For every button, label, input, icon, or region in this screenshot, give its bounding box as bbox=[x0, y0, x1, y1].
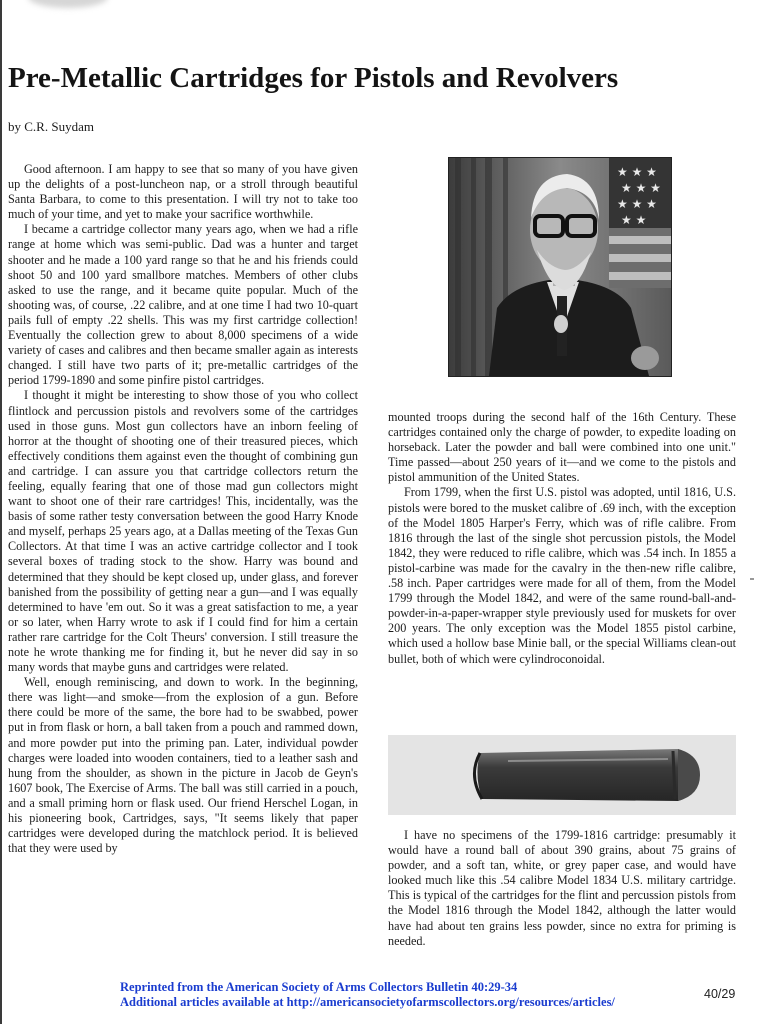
paragraph: Well, enough reminiscing, and down to work. In the beginning, there was light—and smoke—from the explosion of a gun. Before there could be more of the same, the bore had to be swabbed, power put in from flask or horn, a ball taken from a pouch and rammed down, and more powder put into the priming pan. Later, individual powder charges were loaded into wooden containers, tied to a leather sash and hung from the shoulder, as shown in the picture in Jacob de Geyn's 1607 book, The Exercise of Arms. The ball was still carried in a pouch, and a small priming horn or flask used. Our friend Herschel Logan, in his pioneering book, Cartridges, says, "It seems likely that paper cartridges were developed during the matchlock period. It is believed that they were used by bbox=[8, 675, 358, 856]
svg-text:★ ★ ★: ★ ★ ★ bbox=[617, 197, 657, 211]
right-column-continued bbox=[388, 828, 736, 949]
cartridge-illustration bbox=[388, 735, 736, 815]
paragraph: I became a cartridge collector many years ago, when we had a rifle range at home which was semi-public. Dad was a hunter and target shooter and he made a 100 yard range so that he and his friends could shoot 50 and 100 yard smallbore matches. Members of other clubs asked to use the range, and it became quite popular. Much of the shooting was, of course, .22 calibre, and at one time I had two 10-quart pails full of empty .22 shells. This was my first cartridge collection! Eventually the collection grew to about 8,000 specimens of a wide variety of cases and calibres and then became smaller again as interests changed. I still have two parts of it; pre-metallic cartridges of the period 1799-1890 and some pinfire pistol cartridges. bbox=[8, 222, 358, 388]
flag-graphic bbox=[609, 158, 671, 288]
footer-reprint-notice bbox=[120, 980, 615, 1010]
speaker-portrait-photo bbox=[448, 157, 672, 377]
paragraph: I have no specimens of the 1799-1816 cartridge: presumably it would have a round ball of about 390 grains, about 75 grains of powder, and a soft tan, white, or grey paper case, and would have looked much like this .54 calibre Model 1834 U.S. military cartridge. This is typical of the cartridges for the flint and percussion pistols from the Model 1816 through the Model 1842, although the latter would have had about ten grains less powder, since no extra for priming is needed. bbox=[388, 828, 736, 948]
paragraph: mounted troops during the second half of the 16th Century. These cartridges contained only the charge of powder, to expedite loading on horseback. Later the powder and ball were combined into one unit." Time passed—about 250 years of it—and we come to the pistols and pistol ammunition of the United States. bbox=[388, 410, 736, 485]
page-number: 40/29 bbox=[704, 987, 736, 1001]
article-title: Pre-Metallic Cartridges for Pistols and Revolvers bbox=[8, 62, 619, 94]
svg-text:★ ★: ★ ★ bbox=[621, 213, 647, 227]
scan-speck bbox=[750, 578, 754, 580]
scan-shadow bbox=[28, 0, 108, 8]
paragraph: From 1799, when the first U.S. pistol was adopted, until 1816, U.S. pistols were bored to the musket calibre of .69 inch, with the exception of the Model 1805 Harper's Ferry, which was of rifle calibre. From 1816 through the last of the single shot percussion pistols, the Model 1842, they were reduced to rifle calibre, which was .54 inch. In 1855 a pistol-carbine was made for the cavalry in the then-new rifle calibre, .58 inch. Paper cartridges were made for all of them, from the Model 1799 through the Model 1842, and were of the same round-ball-and-powder-in-a-paper-wrapper style previously used for muskets for over 200 years. The only exception was the Model 1855 pistol carbine, which used a hollow base Minie ball, or the special Williams clean-out bullet, both of which were cylindroconoidal. bbox=[388, 485, 736, 666]
paragraph: Good afternoon. I am happy to see that so many of you have given up the delights of a post-luncheon nap, or a stroll through beautiful Santa Barbara, to come to this presentation. I will try not to take too much of your time, and yet to make your sacrifice worthwhile. bbox=[8, 162, 358, 222]
reprint-line: Reprinted from the American Society of Arms Collectors Bulletin 40:29-34 bbox=[120, 980, 518, 994]
articles-link[interactable]: Additional articles available at http://americansocietyofarmscollectors.org/resources/articles/ bbox=[120, 995, 615, 1009]
right-column bbox=[388, 410, 736, 667]
page-edge-rule bbox=[0, 0, 2, 1024]
svg-text:★ ★ ★: ★ ★ ★ bbox=[621, 181, 661, 195]
left-column bbox=[8, 162, 358, 856]
article-byline: by C.R. Suydam bbox=[8, 119, 94, 134]
cartridge-photo bbox=[388, 735, 736, 815]
svg-text:★ ★ ★: ★ ★ ★ bbox=[617, 165, 657, 179]
portrait-illustration bbox=[449, 158, 671, 376]
paragraph: I thought it might be interesting to show those of you who collect flintlock and percussion pistols and revolvers some of the cartridges used in those guns. Most gun collectors have an inborn feeling of horror at the thought of shooting one of their treasured pieces, which effectively conditions them against even the thought of combining gun and cartridge. I can assure you that cartridge collectors return the feeling, equally fearing that one of those mad gun collectors might want to shoot one of their rare cartridges! This, incidentally, was the basis of some rather testy conversation between the good Harry Knode and myself, perhaps 25 years ago, at a Dallas meeting of the Texas Gun Collectors. At that time I was an active cartridge collector and I took several boxes of trading stock to the show. Harry was bound and determined that they should be kept closed up, under glass, and forever banished from the possibility of getting near a gun—and I was equally determined to have 'em out. So it was a great satisfaction to me, a year or so later, when Harry wrote to ask if I could find for him a certain rather rare cartridge for the Colt Theurs' conversion. I still treasure the note he wrote thanking me for finding it, but he never did say in so many words that maybe guns and cartridges were related. bbox=[8, 388, 358, 675]
